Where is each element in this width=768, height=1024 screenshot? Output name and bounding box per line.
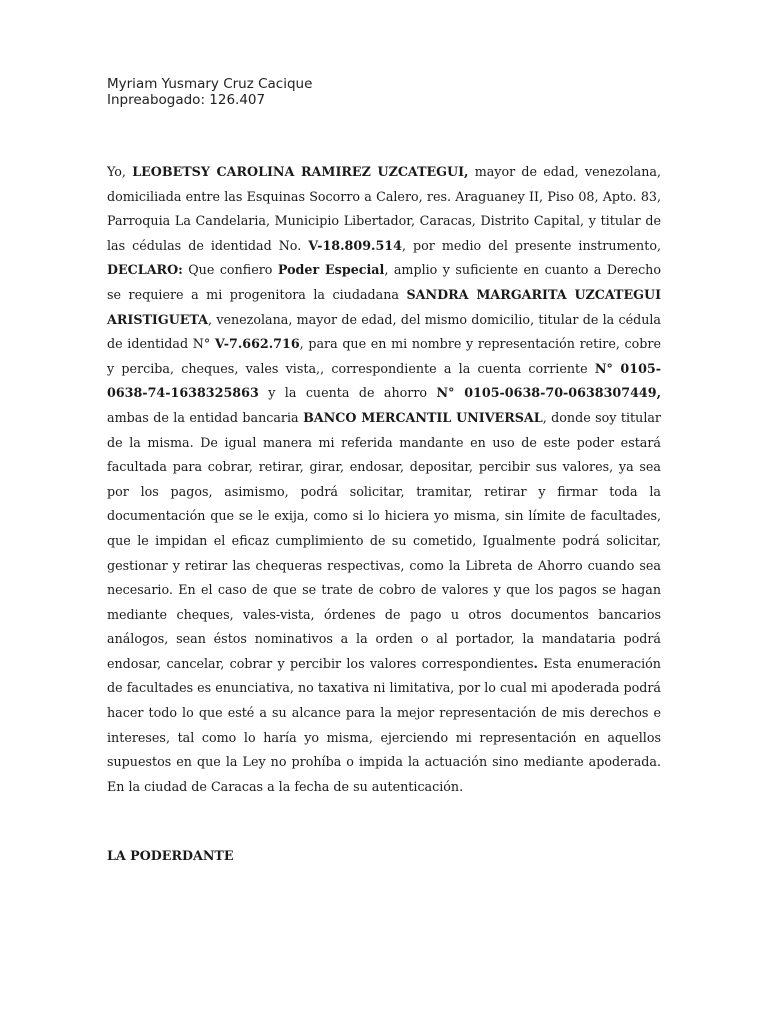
current-account-number: N° 0105-0638-74-1638325863 [107,360,662,401]
declaro-keyword: DECLARO: [107,262,183,278]
body-text-segment: , por medio del presente instrumento, [401,237,661,253]
bank-name: BANCO MERCANTIL UNIVERSAL [303,409,543,425]
bold-period: . [533,655,538,671]
body-text-segment: Esta enumeración de facultades es enunciativa, no taxativa ni limitativa, por lo cual mi apoderada podrá hacer todo lo que esté a su alcance para la mejor representación de mis derechos e intereses, tal como lo haría yo misma, ejerciendo mi representación en aquellos supuestos en que la Ley no prohíba o impida la actuación sino mediante apoderada. En la ciudad de Caracas a la fecha de su autenticación. [107,655,661,794]
savings-account-number: N° 0105-0638-70-0638307449, [436,385,661,401]
body-text-segment: Yo, [107,164,133,179]
body-text-segment: , venezolana, mayor de edad, del mismo domicilio, titular de la cédula de identidad N° [107,311,661,352]
signature-label: LA PODERDANTE [107,848,234,863]
grantor-name: LEOBETSY CAROLINA RAMIREZ UZCATEGUI, [132,164,469,179]
poder-especial-keyword: Poder Especial [277,262,385,278]
document-header [107,76,312,108]
body-text-segment: ambas de la entidad bancaria [107,409,304,425]
author-name: Myriam Yusmary Cruz Cacique [107,76,313,92]
inpreabogado-number: Inpreabogado: 126.407 [107,92,266,108]
body-text-segment: Que confiero [182,262,278,278]
mother-id-number: V-7.662.716 [214,336,300,352]
body-text-segment: , amplio y suficiente en cuanto a Derecho se requiere a mi progenitora la ciudadana [107,262,661,302]
body-text-segment: mayor de edad, venezolana, domiciliada entre las Esquinas Socorro a Calero, res. Araguaney II, Piso 08, Apto. 83, Parroquia La Candelaria, Municipio Libertador, Caracas, Distrito Capital, y titular de las cédulas de identidad No. [107,164,661,253]
body-text-segment: y la cuenta de ahorro [258,385,437,401]
body-text-segment: , donde soy titular de la misma. De igual manera mi referida mandante en uso de este poder estará facultada para cobrar, retirar, girar, endosar, depositar, percibir sus valores, ya sea por los pagos, asimismo, podrá solicitar, tramitar, retirar y firmar toda la documentación que se le exija, como si lo hiciera yo misma, sin límite de facultades, que le impidan el eficaz cumplimiento de su cometido, Igualmente podrá solicitar, gestionar y retirar las chequeras respectivas, como la Libreta de Ahorro cuando sea necesario. En el caso de que se trate de cobro de valores y que los pagos se hagan mediante cheques, vales-vista, órdenes de pago u otros documentos bancarios análogos, sean éstos nominativos a la orden o al portador, la mandataria podrá endosar, cancelar, cobrar y percibir los valores correspondientes [107,409,662,671]
grantor-id-number: V-18.809.514 [308,237,402,253]
body-text-segment: , para que en mi nombre y representación retire, cobre y perciba, cheques, vales vista,, correspondiente a la cuenta corriente [107,336,661,376]
power-of-attorney-body [107,160,661,799]
mother-name: SANDRA MARGARITA UZCATEGUI ARISTIGUETA [107,286,661,327]
